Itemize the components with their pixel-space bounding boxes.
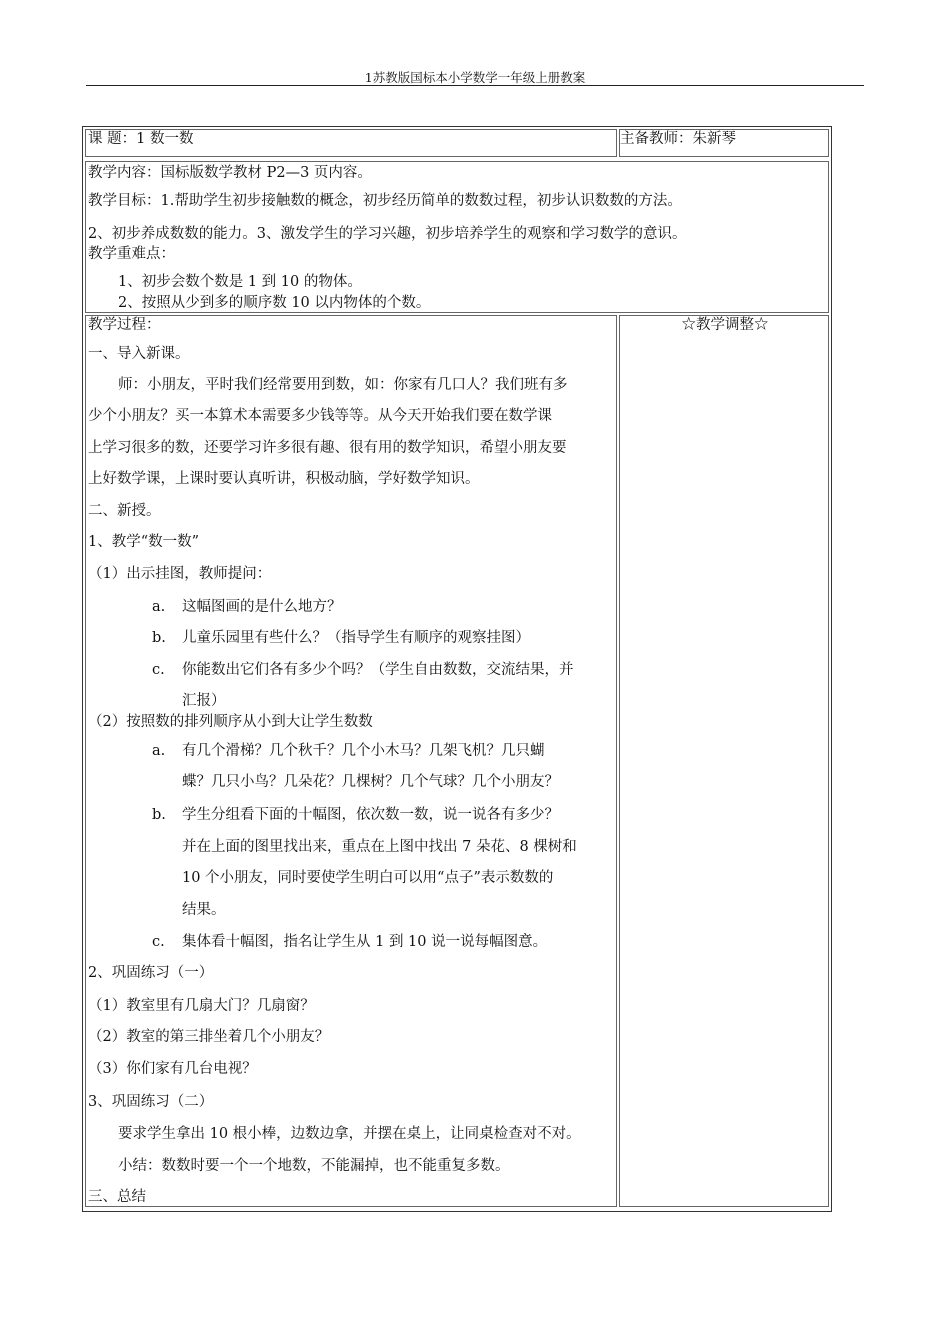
- lesson-teacher: 主备教师：朱新琴: [620, 131, 736, 147]
- q2b-text-line-4: 结果。: [182, 902, 226, 918]
- q2a-text-line-2: 蝶？几只小鸟？几朵花？几棵树？几个气球？几个小朋友？: [182, 774, 559, 790]
- adjust-cell: [619, 315, 829, 1207]
- section-2-heading: 二、新授。: [88, 503, 161, 519]
- practice-1: （1）教室里有几扇大门？几扇窗？: [88, 998, 315, 1014]
- q1b-marker: b.: [152, 630, 166, 646]
- intro-line-1: 师：小朋友，平时我们经常要用到数，如：你家有几口人？我们班有多: [118, 377, 568, 393]
- q2c-marker: c.: [152, 934, 165, 950]
- q1a-text: 这幅图画的是什么地方？: [182, 599, 342, 615]
- process-heading: 教学过程：: [88, 317, 161, 333]
- subsection-2-2: 2、巩固练习（一）: [88, 965, 214, 981]
- lesson-topic: 课 题：1 数一数: [88, 131, 194, 147]
- q1c-text-line-1: 你能数出它们各有多少个吗？（学生自由数数，交流结果，并: [182, 662, 574, 678]
- summary-line: 小结：数数时要一个一个地数，不能漏掉，也不能重复多数。: [118, 1158, 510, 1174]
- q1c-marker: c.: [152, 662, 165, 678]
- difficulty-item-2: 2、按照从少到多的顺序数 10 以内物体的个数。: [118, 295, 431, 311]
- practice-4: 要求学生拿出 10 根小棒，边数边拿，并摆在桌上，让同桌检查对不对。: [118, 1126, 581, 1142]
- section-3-heading: 三、总结: [88, 1189, 146, 1205]
- subsection-2-1: 1、教学“数一数”: [88, 534, 200, 550]
- intro-line-4: 上好数学课，上课时要认真听讲，积极动脑，学好数学知识。: [88, 471, 480, 487]
- q1b-text: 儿童乐园里有些什么？（指导学生有顺序的观察挂图）: [182, 630, 530, 646]
- intro-line-3: 上学习很多的数，还要学习许多很有趣、很有用的数学知识，希望小朋友要: [88, 440, 567, 456]
- q2c-text: 集体看十幅图，指名让学生从 1 到 10 说一说每幅图意。: [182, 934, 548, 950]
- section-1-heading: 一、导入新课。: [88, 346, 190, 362]
- adjust-heading: ☆教学调整☆: [681, 317, 769, 333]
- q2b-marker: b.: [152, 807, 166, 823]
- q2a-marker: a.: [152, 743, 166, 759]
- question-1: （1）出示挂图，教师提问：: [88, 566, 272, 582]
- subsection-2-3: 3、巩固练习（二）: [88, 1094, 214, 1110]
- q2b-text-line-2: 并在上面的图里找出来，重点在上图中找出 7 朵花、8 棵树和: [182, 839, 577, 855]
- q1a-marker: a.: [152, 599, 166, 615]
- difficulty-label: 教学重难点：: [88, 246, 175, 262]
- intro-line-2: 少个小朋友？买一本算术本需要多少钱等等。从今天开始我们要在数学课: [88, 408, 552, 424]
- practice-3: （3）你们家有几台电视？: [88, 1061, 257, 1077]
- practice-2: （2）教室的第三排坐着几个小朋友？: [88, 1029, 330, 1045]
- page-header: 1苏教版国标本小学数学一年级上册教案: [364, 70, 586, 85]
- q1c-text-line-2: 汇报）: [182, 693, 226, 709]
- header-rule: [86, 85, 864, 86]
- teaching-content: 教学内容：国标版数学教材 P2—3 页内容。: [88, 165, 372, 181]
- q2a-text-line-1: 有几个滑梯？几个秋千？几个小木马？几架飞机？几只蝴: [182, 743, 545, 759]
- teaching-goal-line-1: 教学目标：1.帮助学生初步接触数的概念，初步经历简单的数数过程，初步认识数数的方法。: [88, 193, 682, 209]
- q2b-text-line-1: 学生分组看下面的十幅图，依次数一数，说一说各有多少？: [182, 807, 559, 823]
- teaching-goal-line-2: 2、初步养成数数的能力。3、激发学生的学习兴趣，初步培养学生的观察和学习数学的意识。: [88, 226, 687, 242]
- question-2: （2）按照数的排列顺序从小到大让学生数数: [88, 714, 373, 730]
- difficulty-item-1: 1、初步会数个数是 1 到 10 的物体。: [118, 274, 362, 290]
- q2b-text-line-3: 10 个小朋友，同时要使学生明白可以用“点子”表示数数的: [182, 870, 554, 886]
